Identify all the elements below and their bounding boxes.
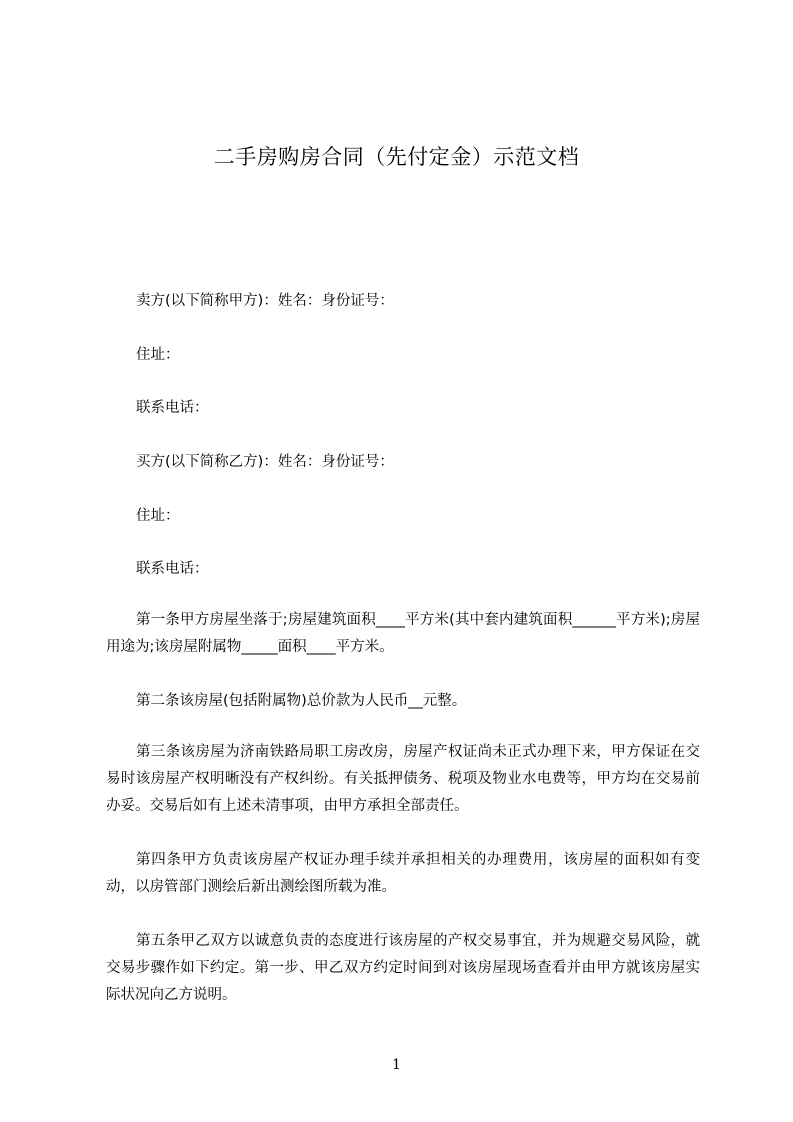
buyer-phone-line: 联系电话： [136,561,209,577]
buyer-identity-line: 买方(以下简称乙方)：姓名：身份证号： [136,454,394,470]
article-1: 第一条甲方房屋坐落于;房屋建筑面积____平方米(其中套内建筑面积______平方米);房屋用途为;该房屋附属物_____面积____平方米。 [106,612,700,655]
seller-identity-line: 卖方(以下简称甲方)：姓名：身份证号： [136,293,394,309]
article-2: 第二条该房屋(包括附属物)总价款为人民币__元整。 [136,693,467,709]
article-3: 第三条该房屋为济南铁路局职工房改房，房屋产权证尚未正式办理下来，甲方保证在交易时该房屋产权明晰没有产权纠纷。有关抵押债务、税项及物业水电费等，甲方均在交易前办妥。交易后如有上述未清事项，由甲方承担全部责任。 [106,744,700,814]
page-number: 1 [392,1057,401,1073]
article-4: 第四条甲方负责该房屋产权证办理手续并承担相关的办理费用，该房屋的面积如有变动，以房管部门测绘后新出测绘图所载为准。 [106,852,700,895]
article-5: 第五条甲乙双方以诚意负责的态度进行该房屋的产权交易事宜，并为规避交易风险，就交易步骤作如下约定。第一步、甲乙双方约定时间到对该房屋现场查看并由甲方就该房屋实际状况向乙方说明。 [106,933,700,1003]
seller-address-line: 住址： [136,347,180,363]
document-title: 二手房购房合同（先付定金）示范文档 [213,145,580,169]
buyer-address-line: 住址： [136,508,180,524]
seller-phone-line: 联系电话： [136,400,209,416]
